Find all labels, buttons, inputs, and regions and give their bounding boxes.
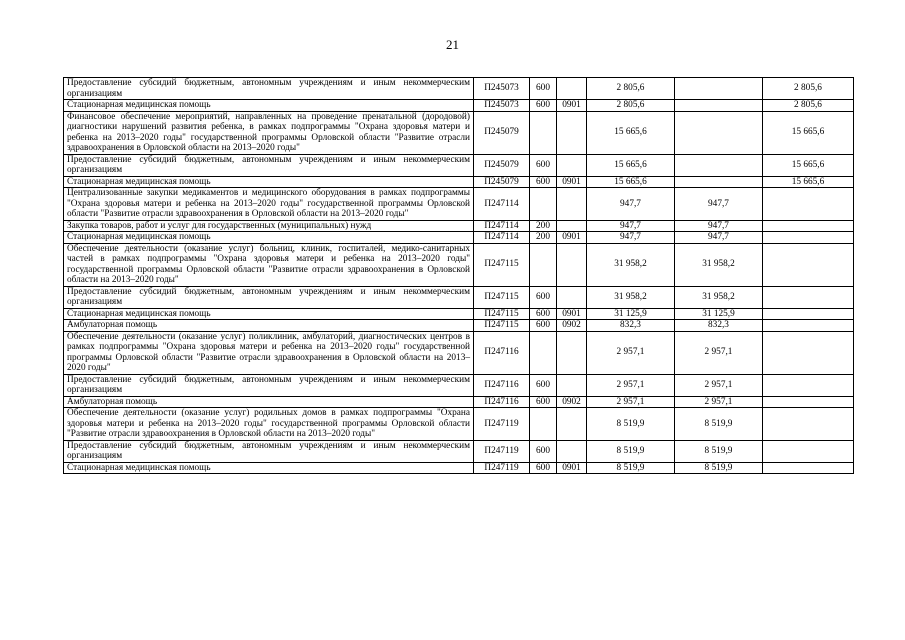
row-rz: [557, 440, 587, 462]
row-amount-1: 8 519,9: [587, 462, 675, 474]
row-amount-1: 31 125,9: [587, 308, 675, 320]
row-amount-1: 2 805,6: [587, 100, 675, 112]
row-vr: 600: [530, 374, 557, 396]
page-number: 21: [446, 37, 459, 52]
row-amount-2: 31 958,2: [675, 243, 763, 286]
row-amount-2: 8 519,9: [675, 462, 763, 474]
row-vr: 600: [530, 154, 557, 176]
row-amount-3: 15 665,6: [763, 111, 854, 154]
row-code: П247119: [474, 408, 530, 441]
row-vr: 600: [530, 78, 557, 100]
row-rz: 0902: [557, 320, 587, 332]
row-amount-3: [763, 331, 854, 374]
row-amount-1: 947,7: [587, 188, 675, 221]
row-amount-2: 8 519,9: [675, 440, 763, 462]
row-amount-2: 31 125,9: [675, 308, 763, 320]
row-amount-2: 8 519,9: [675, 408, 763, 441]
table-row: [64, 440, 854, 462]
row-rz: [557, 78, 587, 100]
table-row: [64, 243, 854, 286]
row-name: Обеспечение деятельности (оказание услуг) родильных домов в рамках подпрограммы "Охрана здоровья матери и ребенка на 2013–2020 годы" государственной программы Орловской области "Развитие отрасли здравоохранения в Орловской области на 2013–2020 годы": [64, 408, 474, 441]
row-amount-2: [675, 154, 763, 176]
row-name: Финансовое обеспечение мероприятий, направленных на проведение пренатальной (дородовой) диагностики нарушений развития ребенка, в рамках подпрограммы "Охрана здоровья матери и ребенка на 2013–2020 годы" государственной программы Орловской области "Развитие отрасли здравоохранения в Орловской области на 2013–2020 годы": [64, 111, 474, 154]
row-amount-1: 947,7: [587, 220, 675, 232]
row-code: П247114: [474, 232, 530, 244]
row-vr: 600: [530, 440, 557, 462]
row-rz: [557, 243, 587, 286]
row-vr: 600: [530, 286, 557, 308]
row-name: Предоставление субсидий бюджетным, автономным учреждениям и иным некоммерческим организациям: [64, 374, 474, 396]
row-name: Амбулаторная помощь: [64, 396, 474, 408]
row-amount-3: [763, 462, 854, 474]
row-amount-1: 2 957,1: [587, 396, 675, 408]
row-name: Стационарная медицинская помощь: [64, 176, 474, 188]
row-amount-3: [763, 396, 854, 408]
row-vr: 600: [530, 320, 557, 332]
table-row: [64, 176, 854, 188]
row-name: Предоставление субсидий бюджетным, автономным учреждениям и иным некоммерческим организациям: [64, 154, 474, 176]
row-vr: [530, 188, 557, 221]
row-amount-3: 15 665,6: [763, 154, 854, 176]
row-rz: 0901: [557, 308, 587, 320]
row-code: П247115: [474, 286, 530, 308]
row-name: Стационарная медицинская помощь: [64, 462, 474, 474]
table-row: [64, 308, 854, 320]
row-code: П247114: [474, 188, 530, 221]
row-amount-3: 15 665,6: [763, 176, 854, 188]
row-code: П245079: [474, 176, 530, 188]
row-amount-1: 2 957,1: [587, 374, 675, 396]
row-rz: [557, 331, 587, 374]
row-amount-2: [675, 78, 763, 100]
table-row: [64, 286, 854, 308]
row-code: П247115: [474, 243, 530, 286]
row-code: П247119: [474, 462, 530, 474]
row-amount-1: 15 665,6: [587, 111, 675, 154]
row-code: П247115: [474, 320, 530, 332]
row-code: П247116: [474, 374, 530, 396]
row-name: Амбулаторная помощь: [64, 320, 474, 332]
row-amount-1: 8 519,9: [587, 440, 675, 462]
row-amount-2: 31 958,2: [675, 286, 763, 308]
table-row: [64, 408, 854, 441]
row-name: Стационарная медицинская помощь: [64, 232, 474, 244]
table-row: [64, 100, 854, 112]
row-name: Обеспечение деятельности (оказание услуг) поликлиник, амбулаторий, диагностических центров в рамках подпрограммы "Охрана здоровья матери и ребенка на 2013–2020 годы" государственной программы Орловской области "Развитие отрасли здравоохранения в Орловской области на 2013–2020 годы": [64, 331, 474, 374]
row-amount-3: 2 805,6: [763, 100, 854, 112]
row-rz: [557, 220, 587, 232]
row-amount-2: [675, 176, 763, 188]
row-name: Предоставление субсидий бюджетным, автономным учреждениям и иным некоммерческим организациям: [64, 78, 474, 100]
row-amount-3: [763, 188, 854, 221]
row-vr: 600: [530, 308, 557, 320]
row-amount-2: 947,7: [675, 188, 763, 221]
row-name: Предоставление субсидий бюджетным, автономным учреждениям и иным некоммерческим организациям: [64, 440, 474, 462]
row-rz: 0901: [557, 176, 587, 188]
row-rz: [557, 286, 587, 308]
row-vr: 600: [530, 396, 557, 408]
row-amount-1: 15 665,6: [587, 154, 675, 176]
table-row: [64, 396, 854, 408]
row-amount-3: [763, 440, 854, 462]
row-name: Обеспечение деятельности (оказание услуг) больниц, клиник, госпиталей, медико-санитарных частей в рамках подпрограммы "Охрана здоровья матери и ребенка на 2013–2020 годы" государственной программы Орловской области "Развитие отрасли здравоохранения в Орловской области на 2013–2020 годы": [64, 243, 474, 286]
table-row: [64, 188, 854, 221]
budget-table: [63, 77, 854, 474]
table-row: [64, 331, 854, 374]
row-amount-3: [763, 374, 854, 396]
row-amount-1: 15 665,6: [587, 176, 675, 188]
row-amount-1: 31 958,2: [587, 243, 675, 286]
row-amount-1: 2 805,6: [587, 78, 675, 100]
row-amount-1: 8 519,9: [587, 408, 675, 441]
row-rz: [557, 188, 587, 221]
row-code: П245073: [474, 100, 530, 112]
row-rz: [557, 374, 587, 396]
row-amount-2: 947,7: [675, 232, 763, 244]
row-vr: 600: [530, 100, 557, 112]
row-amount-2: 2 957,1: [675, 396, 763, 408]
row-vr: 200: [530, 232, 557, 244]
row-code: П247115: [474, 308, 530, 320]
row-rz: 0901: [557, 462, 587, 474]
row-name: Централизованные закупки медикаментов и медицинского оборудования в рамках подпрограммы "Охрана здоровья матери и ребенка на 2013–2020 годы" государственной программы Орловской области "Развитие отрасли здравоохранения в Орловской области на 2013–2020 годы": [64, 188, 474, 221]
row-vr: [530, 243, 557, 286]
row-amount-3: [763, 320, 854, 332]
row-code: П247114: [474, 220, 530, 232]
row-vr: 600: [530, 462, 557, 474]
row-amount-3: 2 805,6: [763, 78, 854, 100]
table-row: [64, 78, 854, 100]
table-row: [64, 320, 854, 332]
row-amount-2: [675, 111, 763, 154]
row-name: Предоставление субсидий бюджетным, автономным учреждениям и иным некоммерческим организациям: [64, 286, 474, 308]
row-code: П247116: [474, 396, 530, 408]
table-row: [64, 111, 854, 154]
row-rz: 0901: [557, 100, 587, 112]
row-vr: [530, 111, 557, 154]
row-rz: [557, 408, 587, 441]
row-amount-1: 2 957,1: [587, 331, 675, 374]
table-row: [64, 154, 854, 176]
row-vr: 600: [530, 176, 557, 188]
row-name: Стационарная медицинская помощь: [64, 308, 474, 320]
row-rz: 0901: [557, 232, 587, 244]
table-row: [64, 232, 854, 244]
row-amount-3: [763, 286, 854, 308]
row-amount-3: [763, 308, 854, 320]
row-amount-3: [763, 243, 854, 286]
row-amount-3: [763, 220, 854, 232]
table-row: [64, 220, 854, 232]
row-amount-2: 832,3: [675, 320, 763, 332]
row-amount-3: [763, 408, 854, 441]
row-amount-1: 947,7: [587, 232, 675, 244]
row-amount-2: 947,7: [675, 220, 763, 232]
row-code: П247116: [474, 331, 530, 374]
row-rz: [557, 154, 587, 176]
row-amount-2: 2 957,1: [675, 331, 763, 374]
row-code: П245079: [474, 111, 530, 154]
row-vr: [530, 408, 557, 441]
row-vr: [530, 331, 557, 374]
table-row: [64, 374, 854, 396]
row-amount-2: [675, 100, 763, 112]
row-name: Закупка товаров, работ и услуг для государственных (муниципальных) нужд: [64, 220, 474, 232]
table-row: [64, 462, 854, 474]
row-amount-1: 31 958,2: [587, 286, 675, 308]
row-code: П245073: [474, 78, 530, 100]
row-name: Стационарная медицинская помощь: [64, 100, 474, 112]
row-vr: 200: [530, 220, 557, 232]
row-code: П247119: [474, 440, 530, 462]
row-amount-1: 832,3: [587, 320, 675, 332]
row-amount-3: [763, 232, 854, 244]
row-amount-2: 2 957,1: [675, 374, 763, 396]
row-rz: 0902: [557, 396, 587, 408]
row-code: П245079: [474, 154, 530, 176]
row-rz: [557, 111, 587, 154]
